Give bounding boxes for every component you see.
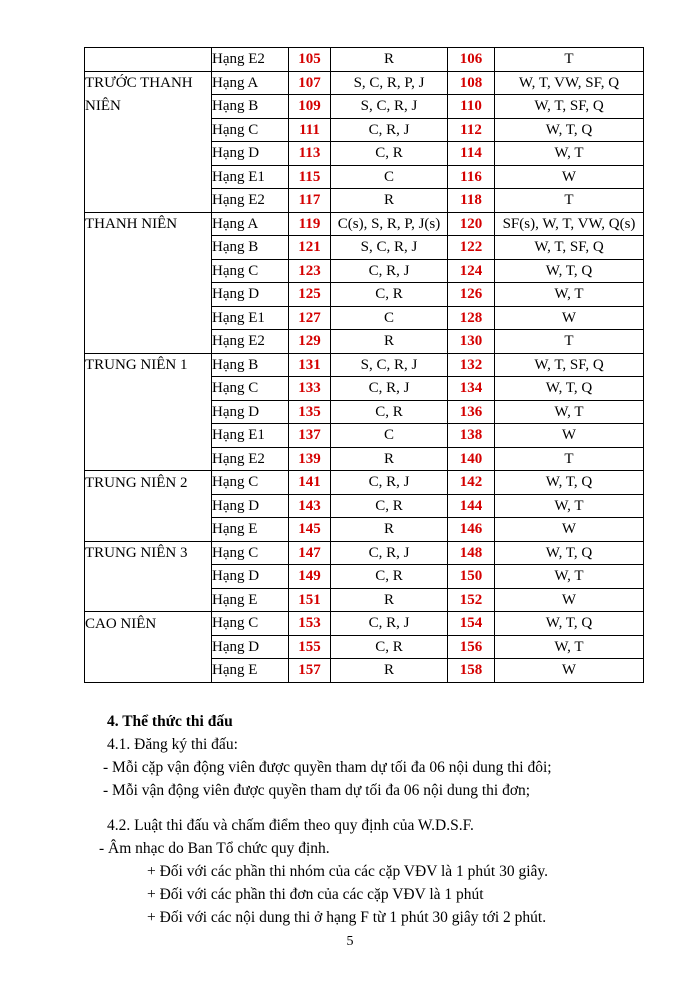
couple-code-cell: 113 — [289, 142, 331, 166]
solo-dances-cell: W, T, Q — [495, 471, 644, 495]
table-row — [85, 518, 644, 542]
solo-code-cell: 156 — [448, 635, 495, 659]
couple-code-cell: 107 — [289, 71, 331, 95]
table-row — [85, 306, 644, 330]
couple-code-cell: 127 — [289, 306, 331, 330]
table-row — [85, 565, 644, 589]
couple-dances-cell: C, R — [331, 400, 448, 424]
rank-cell: Hạng D — [212, 494, 289, 518]
group-cell — [85, 189, 212, 213]
solo-code-cell: 142 — [448, 471, 495, 495]
table-row — [85, 283, 644, 307]
couple-dances-cell: R — [331, 330, 448, 354]
solo-dances-cell: W, T, Q — [495, 541, 644, 565]
group-cell — [85, 494, 212, 518]
solo-dances-cell: W, T, SF, Q — [495, 353, 644, 377]
solo-code-cell: 148 — [448, 541, 495, 565]
group-cell — [85, 330, 212, 354]
solo-code-cell: 152 — [448, 588, 495, 612]
couple-dances-cell: C — [331, 306, 448, 330]
solo-code-cell: 126 — [448, 283, 495, 307]
solo-code-cell: 124 — [448, 259, 495, 283]
couple-code-cell: 135 — [289, 400, 331, 424]
couple-dances-cell: C, R — [331, 142, 448, 166]
solo-code-cell: 118 — [448, 189, 495, 213]
couple-code-cell: 149 — [289, 565, 331, 589]
solo-code-cell: 140 — [448, 447, 495, 471]
solo-dances-cell: W, T, Q — [495, 612, 644, 636]
table-row — [85, 471, 644, 495]
rank-cell: Hạng D — [212, 400, 289, 424]
rule-line-solo: - Mỗi vận động viên được quyền tham dự tối đa 06 nội dung thi đơn; — [103, 782, 531, 799]
solo-dances-cell: W, T — [495, 635, 644, 659]
solo-dances-cell: W — [495, 588, 644, 612]
subsection-registration: 4.1. Đăng ký thi đấu: — [107, 736, 238, 753]
group-cell — [85, 377, 212, 401]
solo-dances-cell: T — [495, 48, 644, 72]
group-cell — [85, 306, 212, 330]
table-row — [85, 189, 644, 213]
rank-cell: Hạng C — [212, 471, 289, 495]
rule-line-solo-duration: + Đối với các phần thi đơn của các cặp VĐV là 1 phút — [147, 886, 484, 903]
solo-dances-cell: W — [495, 165, 644, 189]
group-cell — [85, 565, 212, 589]
couple-dances-cell: S, C, R, J — [331, 236, 448, 260]
couple-dances-cell: R — [331, 48, 448, 72]
group-cell — [85, 588, 212, 612]
solo-code-cell: 158 — [448, 659, 495, 683]
group-cell — [85, 236, 212, 260]
rank-cell: Hạng E2 — [212, 48, 289, 72]
group-cell — [85, 635, 212, 659]
solo-dances-cell: W, T, SF, Q — [495, 236, 644, 260]
couple-code-cell: 153 — [289, 612, 331, 636]
couple-code-cell: 141 — [289, 471, 331, 495]
couple-code-cell: 121 — [289, 236, 331, 260]
table-row — [85, 165, 644, 189]
rank-cell: Hạng C — [212, 612, 289, 636]
group-cell: TRƯỚC THANH — [85, 71, 212, 95]
table-row — [85, 259, 644, 283]
solo-code-cell: 138 — [448, 424, 495, 448]
table-row — [85, 236, 644, 260]
group-cell: THANH NIÊN — [85, 212, 212, 236]
table-row — [85, 635, 644, 659]
couple-code-cell: 157 — [289, 659, 331, 683]
group-cell — [85, 283, 212, 307]
couple-dances-cell: R — [331, 447, 448, 471]
solo-code-cell: 106 — [448, 48, 495, 72]
couple-dances-cell: C, R, J — [331, 471, 448, 495]
table-row — [85, 353, 644, 377]
couple-code-cell: 147 — [289, 541, 331, 565]
subsection-rules: 4.2. Luật thi đấu và chấm điểm theo quy định của W.D.S.F. — [107, 817, 474, 834]
rank-cell: Hạng B — [212, 353, 289, 377]
group-cell — [85, 400, 212, 424]
group-cell: CAO NIÊN — [85, 612, 212, 636]
couple-dances-cell: C, R, J — [331, 259, 448, 283]
solo-dances-cell: W — [495, 306, 644, 330]
couple-code-cell: 133 — [289, 377, 331, 401]
table-row — [85, 212, 644, 236]
rank-cell: Hạng E1 — [212, 306, 289, 330]
solo-code-cell: 154 — [448, 612, 495, 636]
couple-dances-cell: S, C, R, J — [331, 353, 448, 377]
solo-dances-cell: W, T, Q — [495, 377, 644, 401]
table-row — [85, 612, 644, 636]
rank-cell: Hạng E1 — [212, 165, 289, 189]
rank-cell: Hạng C — [212, 259, 289, 283]
couple-dances-cell: C — [331, 165, 448, 189]
couple-dances-cell: C, R — [331, 565, 448, 589]
rank-cell: Hạng D — [212, 565, 289, 589]
couple-dances-cell: C(s), S, R, P, J(s) — [331, 212, 448, 236]
rank-cell: Hạng B — [212, 236, 289, 260]
couple-dances-cell: C, R, J — [331, 612, 448, 636]
couple-dances-cell: C, R, J — [331, 377, 448, 401]
rank-cell: Hạng D — [212, 635, 289, 659]
table-row — [85, 400, 644, 424]
solo-code-cell: 116 — [448, 165, 495, 189]
rank-cell: Hạng D — [212, 142, 289, 166]
solo-dances-cell: W, T, Q — [495, 118, 644, 142]
couple-code-cell: 155 — [289, 635, 331, 659]
rank-cell: Hạng E2 — [212, 189, 289, 213]
couple-code-cell: 129 — [289, 330, 331, 354]
couple-dances-cell: C — [331, 424, 448, 448]
couple-code-cell: 123 — [289, 259, 331, 283]
section-heading: 4. Thể thức thi đấu — [107, 713, 233, 730]
group-cell — [85, 518, 212, 542]
couple-code-cell: 111 — [289, 118, 331, 142]
solo-code-cell: 144 — [448, 494, 495, 518]
solo-dances-cell: W, T, VW, SF, Q — [495, 71, 644, 95]
solo-code-cell: 132 — [448, 353, 495, 377]
solo-code-cell: 150 — [448, 565, 495, 589]
table-body — [85, 48, 644, 683]
rule-line-music: - Âm nhạc do Ban Tổ chức quy định. — [99, 840, 330, 857]
couple-code-cell: 137 — [289, 424, 331, 448]
solo-dances-cell: W, T, SF, Q — [495, 95, 644, 119]
couple-dances-cell: R — [331, 659, 448, 683]
rank-cell: Hạng A — [212, 212, 289, 236]
table-row — [85, 424, 644, 448]
rank-cell: Hạng C — [212, 377, 289, 401]
couple-dances-cell: S, C, R, J — [331, 95, 448, 119]
rank-cell: Hạng D — [212, 283, 289, 307]
couple-dances-cell: C, R — [331, 635, 448, 659]
table-row — [85, 142, 644, 166]
couple-code-cell: 119 — [289, 212, 331, 236]
rank-cell: Hạng B — [212, 95, 289, 119]
solo-dances-cell: W — [495, 518, 644, 542]
group-cell — [85, 142, 212, 166]
solo-code-cell: 128 — [448, 306, 495, 330]
table-row — [85, 447, 644, 471]
solo-dances-cell: T — [495, 330, 644, 354]
solo-code-cell: 136 — [448, 400, 495, 424]
group-cell: TRUNG NIÊN 3 — [85, 541, 212, 565]
table-row — [85, 659, 644, 683]
solo-dances-cell: W, T — [495, 565, 644, 589]
rule-line-group-duration: + Đối với các phần thi nhóm của các cặp VĐV là 1 phút 30 giây. — [147, 863, 549, 880]
group-cell — [85, 447, 212, 471]
couple-dances-cell: C, R, J — [331, 118, 448, 142]
group-cell: TRUNG NIÊN 1 — [85, 353, 212, 377]
rank-cell: Hạng E — [212, 588, 289, 612]
couple-code-cell: 145 — [289, 518, 331, 542]
table-row — [85, 71, 644, 95]
rank-cell: Hạng E2 — [212, 447, 289, 471]
table-row — [85, 494, 644, 518]
couple-dances-cell: R — [331, 518, 448, 542]
solo-code-cell: 122 — [448, 236, 495, 260]
solo-code-cell: 120 — [448, 212, 495, 236]
couple-dances-cell: S, C, R, P, J — [331, 71, 448, 95]
group-cell — [85, 424, 212, 448]
solo-dances-cell: SF(s), W, T, VW, Q(s) — [495, 212, 644, 236]
couple-code-cell: 139 — [289, 447, 331, 471]
couple-code-cell: 117 — [289, 189, 331, 213]
table-row — [85, 377, 644, 401]
table-row — [85, 330, 644, 354]
solo-code-cell: 110 — [448, 95, 495, 119]
table-row — [85, 541, 644, 565]
rule-line-pairs: - Mỗi cặp vận động viên được quyền tham dự tối đa 06 nội dung thi đôi; — [103, 759, 552, 776]
solo-code-cell: 146 — [448, 518, 495, 542]
solo-dances-cell: T — [495, 447, 644, 471]
solo-dances-cell: W, T — [495, 400, 644, 424]
solo-dances-cell: T — [495, 189, 644, 213]
solo-dances-cell: W — [495, 424, 644, 448]
rank-cell: Hạng C — [212, 118, 289, 142]
page-number: 5 — [346, 934, 354, 949]
group-cell: NIÊN — [85, 95, 212, 119]
category-table — [84, 47, 644, 683]
competition-format-section — [99, 710, 667, 929]
couple-code-cell: 151 — [289, 588, 331, 612]
table-row — [85, 588, 644, 612]
solo-dances-cell: W, T — [495, 494, 644, 518]
couple-code-cell: 105 — [289, 48, 331, 72]
solo-dances-cell: W, T — [495, 142, 644, 166]
rule-line-rank-f-duration: + Đối với các nội dung thi ở hạng F từ 1 phút 30 giây tới 2 phút. — [147, 909, 547, 926]
solo-code-cell: 114 — [448, 142, 495, 166]
couple-dances-cell: C, R — [331, 494, 448, 518]
rank-cell: Hạng E1 — [212, 424, 289, 448]
group-cell — [85, 659, 212, 683]
rank-cell: Hạng E — [212, 518, 289, 542]
group-cell: TRUNG NIÊN 2 — [85, 471, 212, 495]
group-cell — [85, 118, 212, 142]
couple-dances-cell: R — [331, 189, 448, 213]
couple-code-cell: 143 — [289, 494, 331, 518]
couple-code-cell: 131 — [289, 353, 331, 377]
couple-dances-cell: C, R, J — [331, 541, 448, 565]
table-row — [85, 118, 644, 142]
solo-dances-cell: W, T — [495, 283, 644, 307]
solo-code-cell: 112 — [448, 118, 495, 142]
couple-code-cell: 115 — [289, 165, 331, 189]
rank-cell: Hạng E — [212, 659, 289, 683]
couple-code-cell: 109 — [289, 95, 331, 119]
group-cell — [85, 48, 212, 72]
solo-code-cell: 108 — [448, 71, 495, 95]
couple-dances-cell: R — [331, 588, 448, 612]
solo-dances-cell: W — [495, 659, 644, 683]
table-row — [85, 95, 644, 119]
group-cell — [85, 259, 212, 283]
rank-cell: Hạng C — [212, 541, 289, 565]
solo-code-cell: 134 — [448, 377, 495, 401]
group-cell — [85, 165, 212, 189]
table-row — [85, 48, 644, 72]
solo-dances-cell: W, T, Q — [495, 259, 644, 283]
couple-code-cell: 125 — [289, 283, 331, 307]
rank-cell: Hạng A — [212, 71, 289, 95]
couple-dances-cell: C, R — [331, 283, 448, 307]
rank-cell: Hạng E2 — [212, 330, 289, 354]
solo-code-cell: 130 — [448, 330, 495, 354]
